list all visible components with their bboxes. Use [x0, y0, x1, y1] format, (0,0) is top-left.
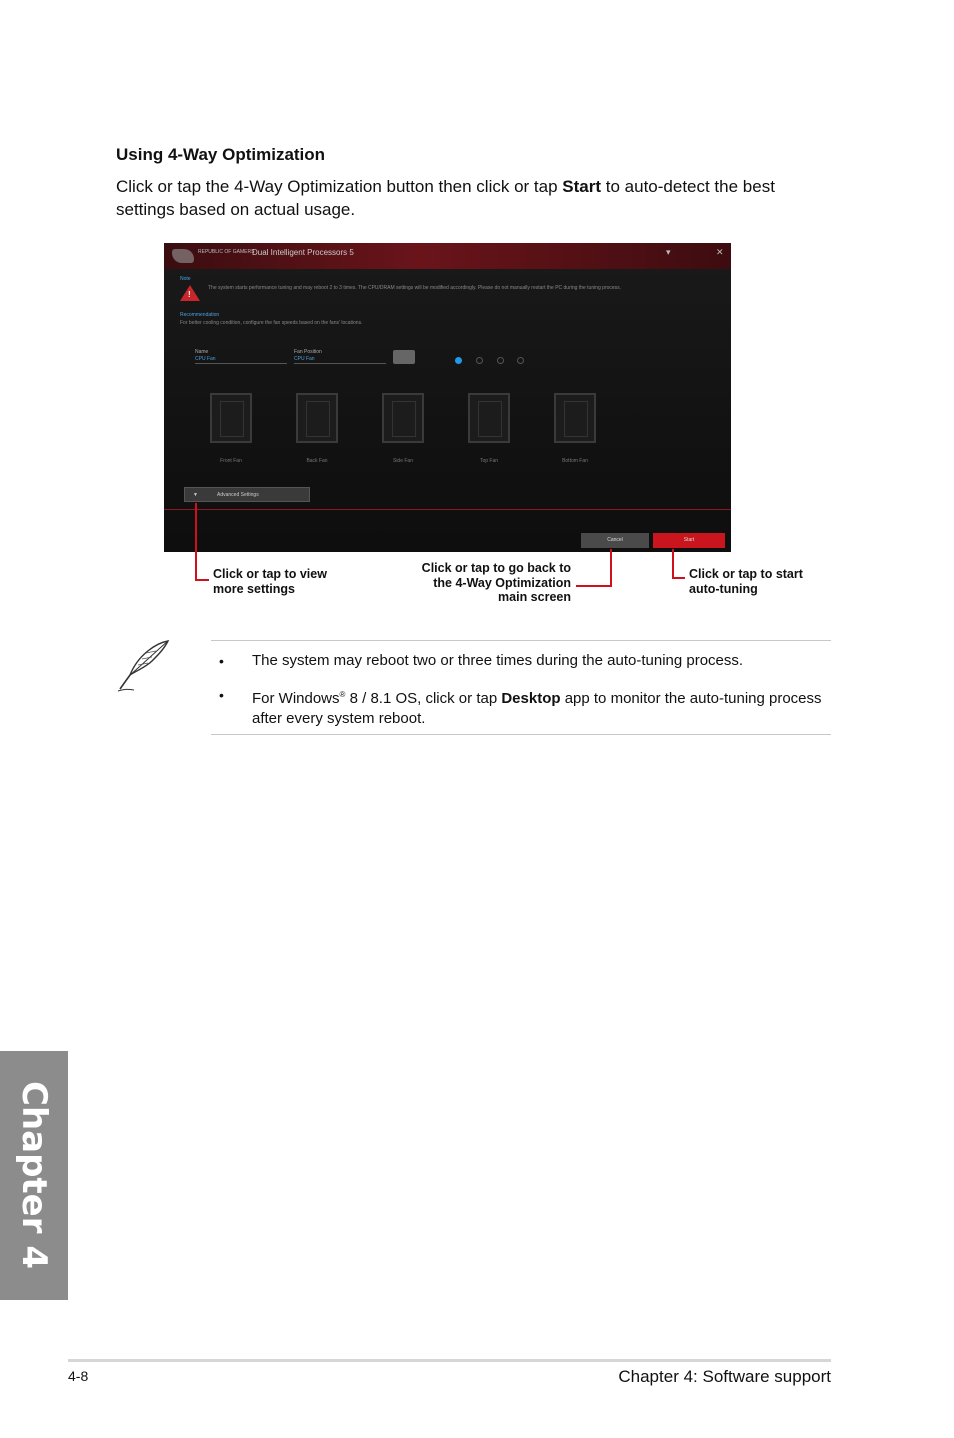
intro-paragraph [116, 175, 816, 221]
app-titlebar [164, 243, 731, 269]
advanced-settings-button[interactable] [184, 487, 310, 502]
registered-mark: ® [339, 690, 346, 699]
rog-logo-icon [172, 249, 194, 263]
chapter-tab [0, 1051, 68, 1300]
fan-label: Side Fan [392, 458, 413, 464]
back-fan-icon[interactable] [296, 393, 338, 443]
advanced-settings-label: Advanced Settings [217, 492, 259, 498]
callout-line-advanced [195, 579, 209, 581]
callout-line-start [672, 577, 685, 579]
cancel-button[interactable] [581, 533, 649, 548]
note-bottom-rule [211, 734, 831, 735]
callout-line-cancel [610, 549, 612, 587]
note-top-rule [211, 640, 831, 641]
front-fan-icon[interactable] [210, 393, 252, 443]
note-item-2-mid: 8 / 8.1 OS, click or tap [345, 690, 502, 707]
chapter-tab-label: Chapter 4 [14, 1080, 54, 1270]
fan-label: Bottom Fan [562, 458, 588, 464]
divider [164, 509, 731, 510]
step-dot-3[interactable] [497, 357, 504, 364]
top-fan-icon[interactable] [468, 393, 510, 443]
fan-position-field[interactable]: CPU Fan [294, 356, 386, 364]
note-title: Note [180, 276, 191, 282]
fan-label: Top Fan [479, 458, 499, 464]
save-button[interactable] [393, 350, 415, 364]
bullet-2: • [219, 687, 224, 703]
brand-text: REPUBLIC OF GAMERS [198, 249, 255, 255]
app-screenshot [164, 243, 731, 552]
cancel-label: Cancel [607, 537, 623, 543]
recommendation-title: Recommendation [180, 312, 220, 318]
feather-pen-icon [116, 637, 172, 693]
footer-title: Chapter 4: Software support [618, 1367, 831, 1386]
note-item-1: The system may reboot two or three times during the auto-tuning process. [252, 652, 744, 669]
step-dot-4[interactable] [517, 357, 524, 364]
note-item-2-start: For Windows [252, 690, 340, 707]
side-fan-icon[interactable] [382, 393, 424, 443]
start-button[interactable] [653, 533, 725, 548]
warning-exclamation-icon: ! [188, 290, 191, 299]
desktop-word: Desktop [501, 690, 561, 707]
callout-line-advanced [195, 503, 197, 581]
intro-text-end: to auto-detect the best settings based on actual usage. [116, 177, 775, 219]
start-label: Start [683, 537, 695, 543]
name-field[interactable]: CPU Fan [195, 356, 287, 364]
callout-cancel: Click or tap to go back to the 4-Way Optimization main screen [421, 561, 571, 604]
dropdown-icon[interactable]: ▾ [666, 247, 671, 257]
callout-line-start [672, 549, 674, 579]
page-number: 4-8 [68, 1368, 89, 1384]
step-dot-2[interactable] [476, 357, 483, 364]
fan-position-label: Fan Position [294, 349, 322, 355]
chevron-down-icon: ▼ [193, 492, 198, 498]
step-dot-1[interactable] [455, 357, 462, 364]
fan-label: Front Fan [220, 458, 242, 464]
footer-rule [68, 1359, 831, 1362]
fan-label: Back Fan [306, 458, 328, 464]
bullet-1: • [219, 653, 224, 669]
warning-text: The system starts performance tuning and may reboot 2 to 3 times. The CPU/DRAM settings will be modified accordingly. Please do not manually restart the PC during the tuning process. [208, 285, 622, 291]
callout-line-cancel [576, 585, 612, 587]
callout-advanced: Click or tap to view more settings [213, 567, 327, 596]
bottom-fan-icon[interactable] [554, 393, 596, 443]
note-item-2-end: app to monitor the auto-tuning process after every system reboot. [252, 690, 822, 727]
intro-start-word: Start [562, 177, 602, 196]
name-field-label: Name [195, 349, 209, 355]
callout-start: Click or tap to start auto-tuning [689, 567, 803, 596]
section-heading: Using 4-Way Optimization [116, 145, 326, 164]
intro-text-start: Click or tap the 4-Way Optimization button then click or tap [116, 177, 563, 196]
recommendation-text: For better cooling condition, configure the fan speeds based on the fans' locations. [180, 320, 363, 326]
app-title: Dual Intelligent Processors 5 [252, 248, 354, 257]
note-item-2 [252, 685, 832, 729]
close-icon[interactable]: ✕ [716, 247, 724, 257]
